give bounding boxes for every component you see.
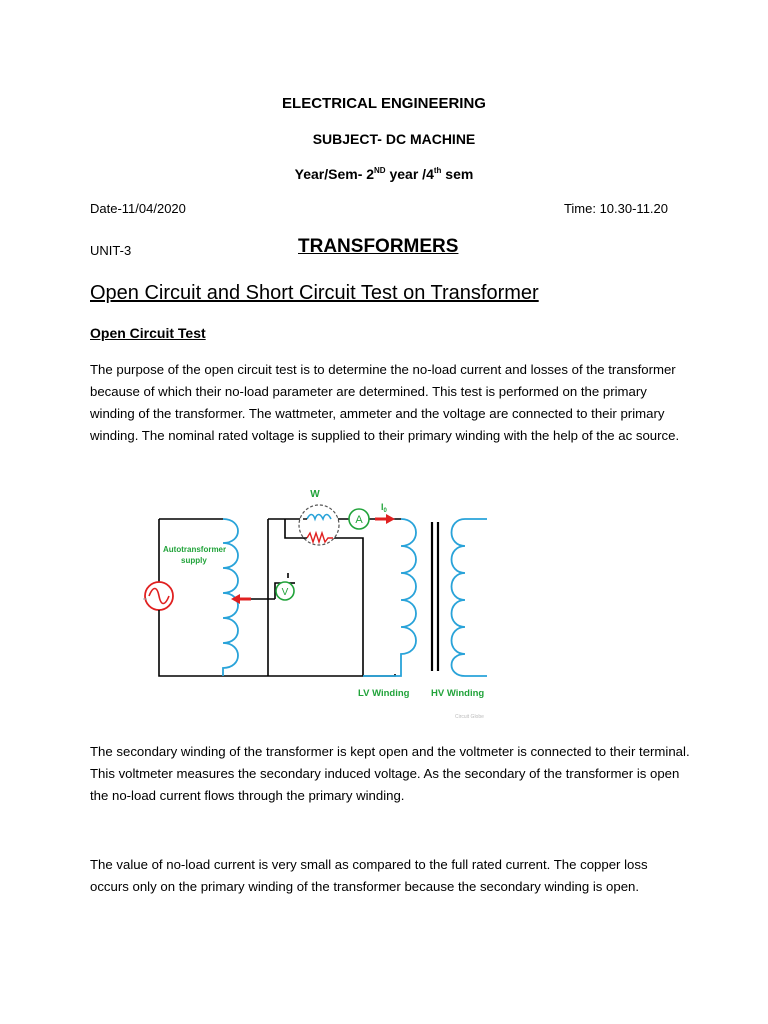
time-text: Time: 10.30-11.20 (563, 201, 668, 216)
date-text: Date-11/04/2020 (90, 201, 186, 216)
tap-arrow-icon (231, 594, 251, 604)
lv-winding-coil (363, 519, 416, 676)
wattmeter-icon (299, 505, 339, 545)
topic-heading: TRANSFORMERS (298, 236, 459, 257)
sem-superscript: th (433, 166, 442, 175)
year-sem-heading (0, 166, 768, 182)
unit-label: UNIT-3 (90, 243, 132, 258)
open-circuit-test-diagram (135, 478, 515, 728)
main-title: Open Circuit and Short Circuit Test on Transformer (90, 282, 539, 304)
hv-winding-coil (452, 519, 488, 676)
voltmeter-label: V (281, 587, 289, 598)
lv-winding-label: LV Winding (358, 688, 410, 699)
supply-label: supply (181, 556, 207, 565)
ammeter-label: A (355, 514, 363, 526)
transformer-core (432, 522, 438, 671)
section-title: Open Circuit Test (90, 325, 206, 341)
department-heading: ELECTRICAL ENGINEERING (282, 95, 486, 112)
autotransformer-label: Autotransformer (163, 545, 227, 554)
wattmeter-label: W (310, 489, 320, 500)
hv-winding-label: HV Winding (431, 688, 485, 699)
current-arrow-icon (375, 514, 395, 524)
figure-credit: Circuit Globe (455, 714, 484, 720)
paragraph-no-load: The value of no-load current is very small as compared to the full rated current. The copper loss occurs only on the primary winding of the transformer because the secondary winding is open. (90, 857, 648, 894)
ac-source-icon (143, 573, 173, 618)
sem-suffix: sem (441, 166, 474, 182)
year-mid: year /4 (385, 166, 434, 182)
subject-heading: SUBJECT- DC MACHINE (312, 131, 476, 147)
paragraph-purpose: The purpose of the open circuit test is to determine the no-load current and losses of the transformer because of which their no-load parameter are determined. This test is performed on the primary winding of the transformer. The wattmeter, ammeter and the voltage are connected to their primary winding. The nominal rated voltage is supplied to their primary winding with the help of the ac source. (90, 362, 680, 443)
current-label: $I_0$ (381, 502, 387, 514)
year-superscript: ND (374, 166, 386, 175)
paragraph-secondary: The secondary winding of the transformer is kept open and the voltmeter is connected to their terminal. This voltmeter measures the secondary induced voltage. As the secondary of the transformer is open the no-load current flows through the primary winding. (90, 744, 690, 803)
year-prefix: Year/Sem- 2 (294, 166, 375, 182)
